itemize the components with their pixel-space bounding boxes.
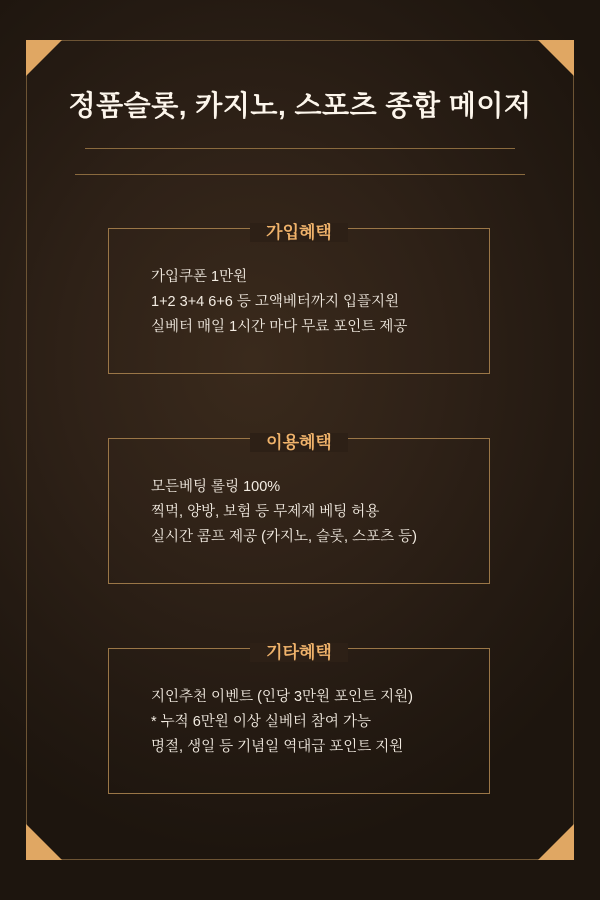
benefit-line: 1+2 3+4 6+6 등 고액베터까지 입플지원 bbox=[151, 294, 400, 310]
benefit-title-text: 이용혜택 bbox=[250, 433, 348, 452]
benefit-line: * 누적 6만원 이상 실베터 참여 가능 bbox=[151, 714, 371, 730]
benefit-box bbox=[108, 433, 490, 584]
benefit-section-usage bbox=[108, 433, 490, 584]
benefit-lines bbox=[151, 685, 489, 760]
poster-content bbox=[26, 40, 574, 860]
benefit-line: 명절, 생일 등 기념일 역대급 포인트 지원 bbox=[151, 739, 404, 755]
title-divider bbox=[26, 148, 574, 175]
benefit-line: 가입쿠폰 1만원 bbox=[151, 269, 248, 285]
benefit-section-signup bbox=[108, 223, 490, 374]
benefit-line: 실베터 매일 1시간 마다 무료 포인트 제공 bbox=[151, 319, 408, 335]
benefit-line: 모든베팅 롤링 100% bbox=[151, 479, 281, 495]
benefit-lines bbox=[151, 265, 489, 340]
page-title: 정품슬롯, 카지노, 스포츠 종합 메이저 bbox=[68, 90, 532, 121]
benefit-lines bbox=[151, 475, 489, 550]
benefit-section-other bbox=[108, 643, 490, 794]
benefit-line: 실시간 콤프 제공 (카지노, 슬롯, 스포츠 등) bbox=[151, 529, 417, 545]
benefit-line: 찍먹, 양방, 보험 등 무제재 베팅 허용 bbox=[151, 504, 380, 520]
benefit-title bbox=[109, 218, 489, 243]
benefit-box bbox=[108, 643, 490, 794]
divider-line-upper bbox=[85, 148, 515, 149]
benefit-title-text: 기타혜택 bbox=[250, 643, 348, 662]
benefit-title bbox=[109, 428, 489, 453]
benefit-title-text: 가입혜택 bbox=[250, 223, 348, 242]
divider-line-lower bbox=[75, 174, 525, 175]
benefit-box bbox=[108, 223, 490, 374]
benefit-line: 지인추천 이벤트 (인당 3만원 포인트 지원) bbox=[151, 689, 413, 705]
benefit-title bbox=[109, 638, 489, 663]
